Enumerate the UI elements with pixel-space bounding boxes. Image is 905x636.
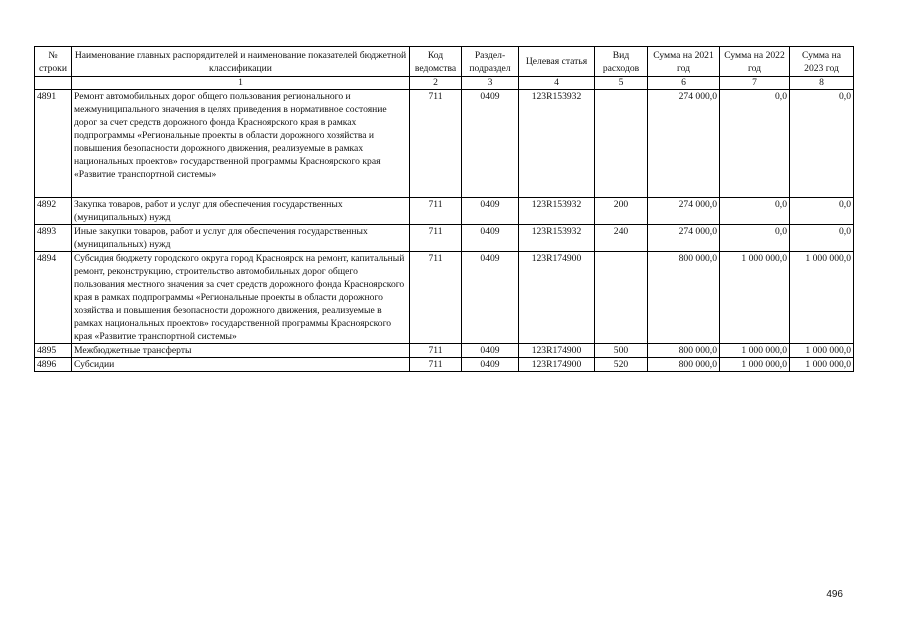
row-number: 4892 xyxy=(35,198,72,225)
header-expense-kind: Вид расходов xyxy=(595,47,648,77)
row-sum-2022: 1 000 000,0 xyxy=(720,358,790,372)
table-row xyxy=(35,252,854,344)
row-sum-2022: 1 000 000,0 xyxy=(720,252,790,344)
column-number-row xyxy=(35,77,854,90)
table-row xyxy=(35,344,854,358)
column-number: 5 xyxy=(595,77,648,90)
row-sum-2022: 0,0 xyxy=(720,90,790,198)
table-row xyxy=(35,358,854,372)
row-dept-code: 711 xyxy=(410,90,462,198)
row-expense-kind xyxy=(595,90,648,198)
table-row xyxy=(35,225,854,252)
header-section: Раздел-подраздел xyxy=(462,47,519,77)
row-dept-code: 711 xyxy=(410,225,462,252)
column-number: 4 xyxy=(519,77,595,90)
row-expense-kind: 200 xyxy=(595,198,648,225)
header-name: Наименование главных распорядителей и наименование показателей бюджетной классификации xyxy=(72,47,410,77)
column-number: 1 xyxy=(72,77,410,90)
row-number: 4894 xyxy=(35,252,72,344)
row-expense-kind: 520 xyxy=(595,358,648,372)
row-sum-2022: 1 000 000,0 xyxy=(720,344,790,358)
row-target: 123R153932 xyxy=(519,198,595,225)
row-sum-2023: 1 000 000,0 xyxy=(790,358,854,372)
column-number xyxy=(35,77,72,90)
row-name: Ремонт автомобильных дорог общего пользования регионального и межмуниципального значения в целях приведения в нормативное состояние дорог за счет средств дорожного фонда Красноярского края в рамках подпрограммы «Региональные проекты в области дорожного хозяйства и повышения безопасности дорожного движения, реализуемые в рамках национальных проектов» государственной программы Красноярского края «Развитие транспортной системы» xyxy=(72,90,410,198)
column-number: 3 xyxy=(462,77,519,90)
row-name: Иные закупки товаров, работ и услуг для обеспечения государственных (муниципальных) нужд xyxy=(72,225,410,252)
row-section: 0409 xyxy=(462,344,519,358)
row-target: 123R174900 xyxy=(519,344,595,358)
row-target: 123R153932 xyxy=(519,90,595,198)
row-section: 0409 xyxy=(462,90,519,198)
row-expense-kind: 500 xyxy=(595,344,648,358)
row-sum-2021: 274 000,0 xyxy=(648,198,720,225)
row-dept-code: 711 xyxy=(410,358,462,372)
row-section: 0409 xyxy=(462,358,519,372)
row-sum-2023: 0,0 xyxy=(790,225,854,252)
row-target: 123R174900 xyxy=(519,252,595,344)
row-sum-2023: 0,0 xyxy=(790,198,854,225)
row-sum-2023: 0,0 xyxy=(790,90,854,198)
row-sum-2022: 0,0 xyxy=(720,225,790,252)
row-sum-2022: 0,0 xyxy=(720,198,790,225)
row-dept-code: 711 xyxy=(410,344,462,358)
row-number: 4895 xyxy=(35,344,72,358)
column-number: 7 xyxy=(720,77,790,90)
row-name: Субсидия бюджету городского округа город Красноярск на ремонт, капитальный ремонт, реконструкцию, строительство автомобильных дорог общего пользования местного значения за счет средств дорожного фонда Красноярского края в рамках подпрограммы «Региональные проекты в области дорожного хозяйства и повышения безопасности дорожного движения, реализуемые в рамках национальных проектов» государственной программы Красноярского края «Развитие транспортной системы» xyxy=(72,252,410,344)
row-dept-code: 711 xyxy=(410,198,462,225)
row-section: 0409 xyxy=(462,225,519,252)
row-section: 0409 xyxy=(462,252,519,344)
column-number: 8 xyxy=(790,77,854,90)
row-number: 4893 xyxy=(35,225,72,252)
row-sum-2021: 274 000,0 xyxy=(648,225,720,252)
row-sum-2021: 800 000,0 xyxy=(648,344,720,358)
table-row xyxy=(35,198,854,225)
row-sum-2023: 1 000 000,0 xyxy=(790,344,854,358)
header-target: Целевая статья xyxy=(519,47,595,77)
header-row xyxy=(35,47,854,77)
row-target: 123R174900 xyxy=(519,358,595,372)
row-expense-kind xyxy=(595,252,648,344)
row-number: 4891 xyxy=(35,90,72,198)
column-number: 6 xyxy=(648,77,720,90)
row-name: Межбюджетные трансферты xyxy=(72,344,410,358)
header-row-number: № строки xyxy=(35,47,72,77)
row-section: 0409 xyxy=(462,198,519,225)
row-sum-2021: 800 000,0 xyxy=(648,252,720,344)
column-number: 2 xyxy=(410,77,462,90)
row-number: 4896 xyxy=(35,358,72,372)
header-sum-2023: Сумма на 2023 год xyxy=(790,47,854,77)
row-sum-2023: 1 000 000,0 xyxy=(790,252,854,344)
header-dept-code: Код ведомства xyxy=(410,47,462,77)
table-row xyxy=(35,90,854,198)
row-dept-code: 711 xyxy=(410,252,462,344)
row-name: Субсидии xyxy=(72,358,410,372)
budget-table xyxy=(34,46,854,372)
header-sum-2021: Сумма на 2021 год xyxy=(648,47,720,77)
row-sum-2021: 274 000,0 xyxy=(648,90,720,198)
row-sum-2021: 800 000,0 xyxy=(648,358,720,372)
row-target: 123R153932 xyxy=(519,225,595,252)
row-name: Закупка товаров, работ и услуг для обеспечения государственных (муниципальных) нужд xyxy=(72,198,410,225)
header-sum-2022: Сумма на 2022 год xyxy=(720,47,790,77)
row-expense-kind: 240 xyxy=(595,225,648,252)
page-number: 496 xyxy=(826,589,843,600)
